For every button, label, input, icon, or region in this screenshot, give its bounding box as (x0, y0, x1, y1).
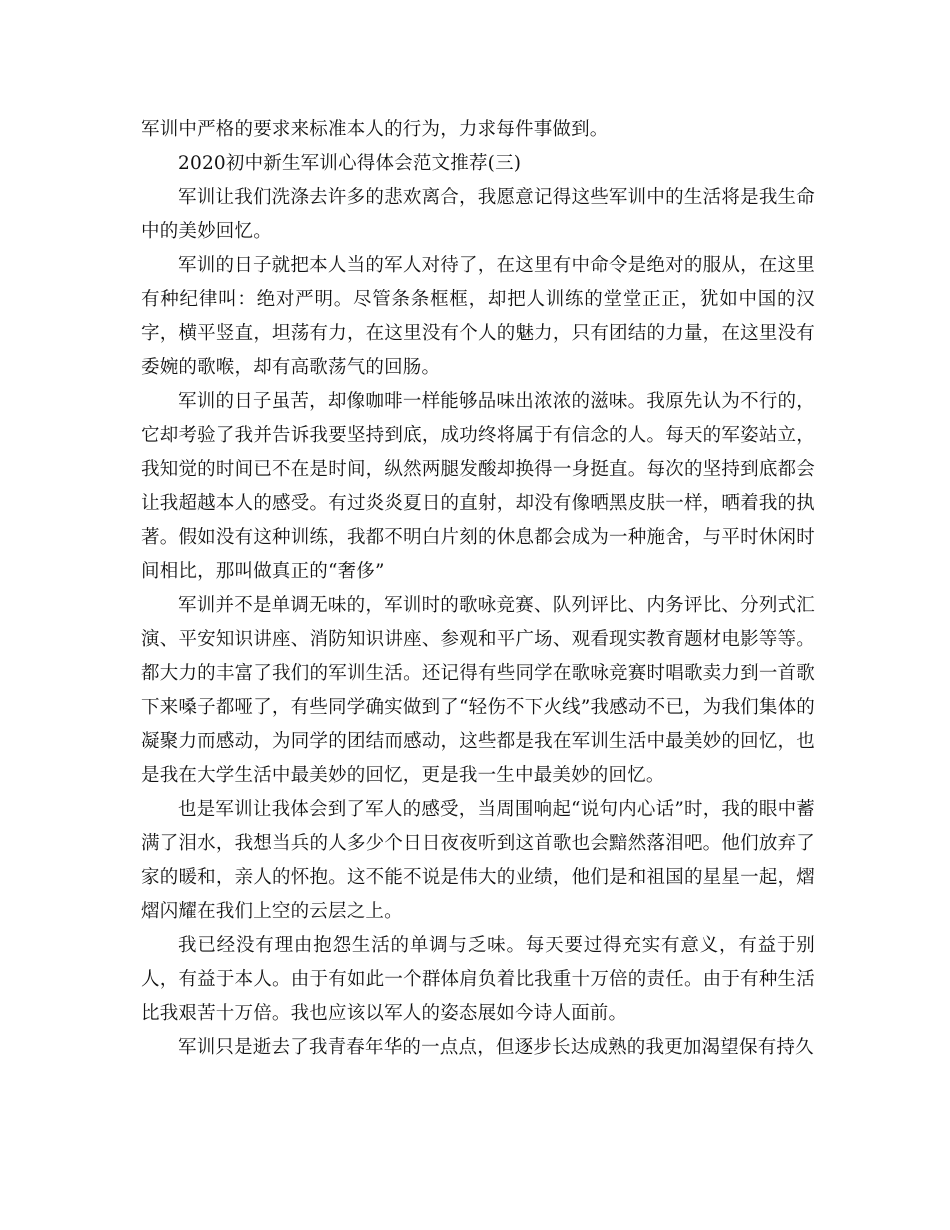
paragraph-truncated: 军训只是逝去了我青春年华的一点点，但逐步长达成熟的我更加渴望保有持久 (178, 1037, 814, 1058)
document-body (141, 113, 815, 1065)
section-heading: 2020初中新生军训心得体会范文推荐(三) (178, 153, 522, 174)
paragraph: 军训的日子就把本人当的军人对待了，在这里有中命令是绝对的服从，在这里有种纪律叫：绝对严明。尽管条条框框，却把人训练的堂堂正正，犹如中国的汉字，横平竖直，坦荡有力，在这里没有个人的魅力，只有团结的力量，在这里没有委婉的歌喉，却有高歌荡气的回肠。 (141, 255, 815, 378)
paragraph: 也是军训让我体会到了军人的感受，当周围响起“说句内心话”时，我的眼中蓄满了泪水，我想当兵的人多少个日日夜夜听到这首歌也会黯然落泪吧。他们放弃了家的暖和，亲人的怀抱。这不能不说是伟大的业绩，他们是和祖国的星星一起，熠熠闪耀在我们上空的云层之上。 (141, 799, 815, 922)
paragraph: 军训的日子虽苦，却像咖啡一样能够品味出浓浓的滋味。我原先认为不行的，它却考验了我并告诉我要坚持到底，成功终将属于有信念的人。每天的军姿站立，我知觉的时间已不在是时间，纵然两腿发酸却换得一身挺直。每次的坚持到底都会让我超越本人的感受。有过炎炎夏日的直射，却没有像晒黑皮肤一样，晒着我的执著。假如没有这种训练，我都不明白片刻的休息都会成为一种施舍，与平时休闲时间相比，那叫做真正的“奢侈” (141, 391, 815, 582)
paragraph: 我已经没有理由抱怨生活的单调与乏味。每天要过得充实有意义，有益于别人，有益于本人。由于有如此一个群体肩负着比我重十万倍的责任。由于有种生活比我艰苦十万倍。我也应该以军人的姿态展如今诗人面前。 (141, 935, 815, 1024)
paragraph-continuation: 军训中严格的要求来标准本人的行为，力求每件事做到。 (141, 119, 609, 140)
paragraph: 军训让我们洗涤去许多的悲欢离合，我愿意记得这些军训中的生活将是我生命中的美妙回忆。 (141, 187, 815, 242)
paragraph: 军训并不是单调无味的，军训时的歌咏竞赛、队列评比、内务评比、分列式汇演、平安知识讲座、消防知识讲座、参观和平广场、观看现实教育题材电影等等。都大力的丰富了我们的军训生活。还记得有些同学在歌咏竞赛时唱歌卖力到一首歌下来嗓子都哑了，有些同学确实做到了“轻伤不下火线”我感动不已，为我们集体的凝聚力而感动，为同学的团结而感动，这些都是我在军训生活中最美妙的回忆，也是我在大学生活中最美妙的回忆，更是我一生中最美妙的回忆。 (141, 595, 815, 786)
